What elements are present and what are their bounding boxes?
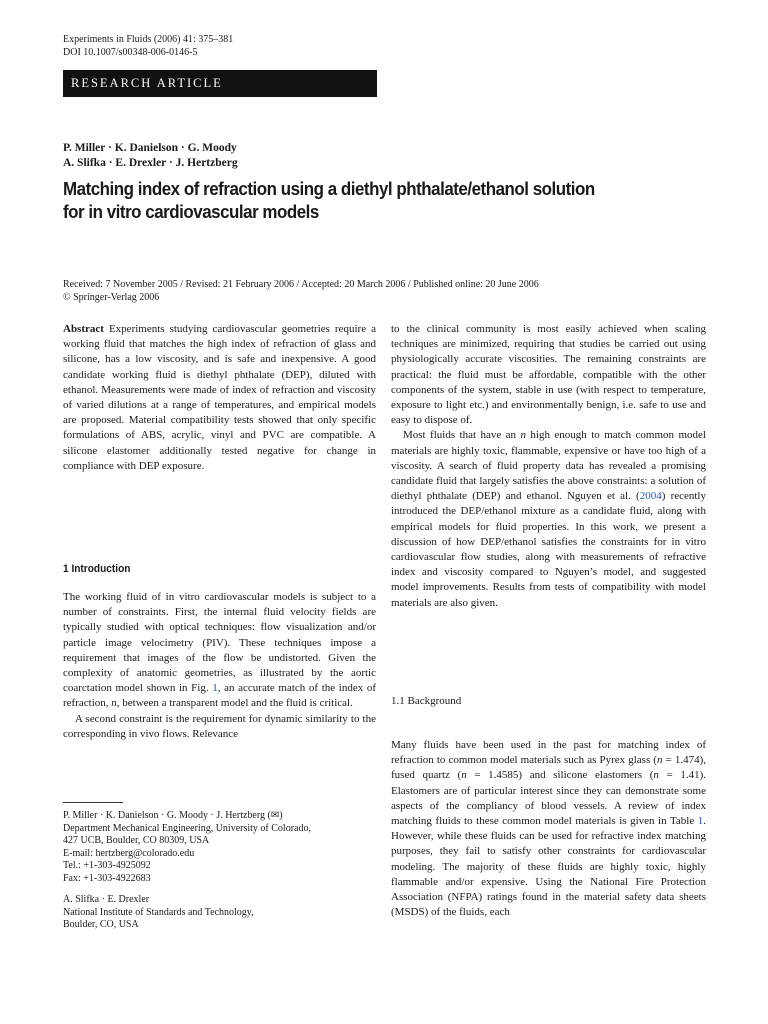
author-line-2: A. Slifka · E. Drexler · J. Hertzberg (63, 157, 238, 169)
copyright-line: © Springer-Verlag 2006 (63, 292, 160, 303)
author-list (63, 141, 238, 171)
affiliation-institute: National Institute of Standards and Technology, (63, 906, 254, 918)
right-column-body (391, 322, 706, 611)
right-paragraph-2 (391, 428, 706, 610)
title-line-1: Matching index of refraction using a diethyl phthalate/ethanol solution (63, 179, 595, 199)
introduction-body (63, 590, 376, 742)
intro-text: The working fluid of in vitro cardiovascular models is subject to a number of constraints. First, the internal fluid velocity fields are typically studied with optical techniques: flow visualization and/or particle image velocimetry (PIV). These techniques impose a requirement that images of the flow be undistorted. Given the complexity of anatomic geometries, as illustrated by the aortic coarctation model shown in Fig. (63, 591, 376, 695)
article-type-banner: RESEARCH ARTICLE (63, 70, 377, 97)
publication-dates (63, 278, 539, 304)
journal-citation: Experiments in Fluids (2006) 41: 375–381 (63, 34, 234, 45)
contact-email[interactable]: E-mail: hertzberg@colorado.edu (63, 847, 195, 859)
table-1-link[interactable]: 1 (697, 815, 704, 828)
body-text: = 1.41). Elastomers are of particular interest since they can demonstrate some aspects of the compliancy of blood vessels. A review of index matching fluids to these common model materials is given in Table (391, 769, 706, 828)
contact-phone: Tel.: +1-303-4925092 (63, 860, 151, 872)
intro-text: , an accurate match of the index of refraction, (63, 682, 377, 710)
contact-fax: Fax: +1-303-4922683 (63, 872, 151, 884)
section-heading-introduction: 1 Introduction (63, 563, 131, 575)
abstract (63, 322, 376, 474)
intro-paragraph-2: A second constraint is the requirement for dynamic similarity to the corresponding in vivo flows. Relevance (63, 712, 376, 740)
background-paragraph (391, 738, 706, 920)
affiliation-authors: P. Miller · K. Danielson · G. Moody · J. Hertzberg (✉) (63, 810, 283, 821)
footnote-divider (63, 802, 123, 803)
affiliation-colorado (63, 810, 311, 886)
symbol-n: n (656, 754, 663, 767)
symbol-n: n (520, 429, 526, 442)
journal-doi: DOI 10.1007/s00348-006-0146-5 (63, 47, 198, 58)
symbol-n: n (111, 697, 117, 710)
body-text: . However, while these fluids can be used for refractive index matching purposes, they fail to satisfy other constraints for cardiovascular modeling. The majority of these fluids are highly toxic, highly flammable and/or expensive. Using the National Fire Protection Association (NFPA) ratings found in the material safety data sheets (MSDS) of the fluids, each (391, 815, 706, 919)
title-line-2: for in vitro cardiovascular models (63, 202, 319, 222)
intro-paragraph-1 (63, 590, 376, 712)
body-text: = 1.474), fused quartz ( (391, 754, 706, 782)
subsection-heading-background: 1.1 Background (391, 695, 462, 707)
abstract-label: Abstract (63, 323, 104, 335)
article-title (63, 178, 677, 224)
body-text: ) recently introduced the DEP/ethanol mixture as a candidate fluid, along with empirical models for fluid properties. In this work, we present a discussion of how DEP/ethanol satisfies the constraints for in vitro cardiovascular flow studies, along with measurements of refractive index and viscosity compared to Nguyen’s model, and suggested model improvements. Results from tests of compatibility with model materials are also given. (391, 490, 706, 609)
dates-line: Received: 7 November 2005 / Revised: 21 February 2006 / Accepted: 20 March 2006 / Published online: 20 June 2006 (63, 279, 539, 290)
abstract-text: Experiments studying cardiovascular geometries require a working fluid that matches the high index of refraction of glass and silicone, has a low viscosity, and is safe and inexpensive. A good candidate working fluid is diethyl phthalate (DEP), diluted with ethanol. Measurements were made of index of refraction and viscosity of varied dilutions at a range of temperatures, and empirical models are proposed. Material compatibility tests showed that only specific formulations of ABS, acrylic, vinyl and PVC are compatible. A silicone elastomer additionally tested negative for change in compliance with DEP exposure. (63, 323, 376, 472)
reference-nguyen-2004-link[interactable]: 2004 (639, 490, 662, 503)
body-text: Most fluids that have an (403, 429, 521, 442)
right-paragraph-1: to the clinical community is most easily achieved when scaling techniques are minimized, requiring that studies be carried out using physiologically accurate viscosities. The remaining constraints are practical: the fluid must be affordable, compatible with the other components of the system, stable in use (with respect to temperature, exposure to light etc.) and environmentally benign, i.e. safe to use and easy to dispose of. (391, 323, 706, 427)
background-body (391, 738, 706, 920)
symbol-n: n (653, 769, 659, 782)
affiliation-location: Boulder, CO, USA (63, 919, 139, 931)
body-text: Many fluids have been used in the past for matching index of refraction to common model materials such as Pyrex glass ( (391, 739, 706, 767)
figure-1-link[interactable]: 1 (212, 682, 218, 695)
affiliation-address: 427 UCB, Boulder, CO 80309, USA (63, 835, 210, 847)
author-line-1: P. Miller · K. Danielson · G. Moody (63, 142, 237, 154)
affiliation-department: Department Mechanical Engineering, University of Colorado, (63, 822, 311, 834)
affiliation-nist (63, 894, 254, 932)
symbol-n: n (461, 769, 467, 782)
journal-header (63, 33, 233, 59)
affiliation-authors: A. Slifka · E. Drexler (63, 894, 150, 905)
intro-text: , between a transparent model and the fluid is critical. (116, 697, 353, 710)
body-text: = 1.4585) and silicone elastomers ( (466, 769, 654, 782)
body-text: high enough to match common model materials are highly toxic, flammable, expensive or have too high of a viscosity. A search of fluid property data has revealed a promising candidate fluid that largely satisfies the above constraints: a solution of diethyl phthalate (DEP) and ethanol. Nguyen et al. ( (391, 429, 706, 503)
